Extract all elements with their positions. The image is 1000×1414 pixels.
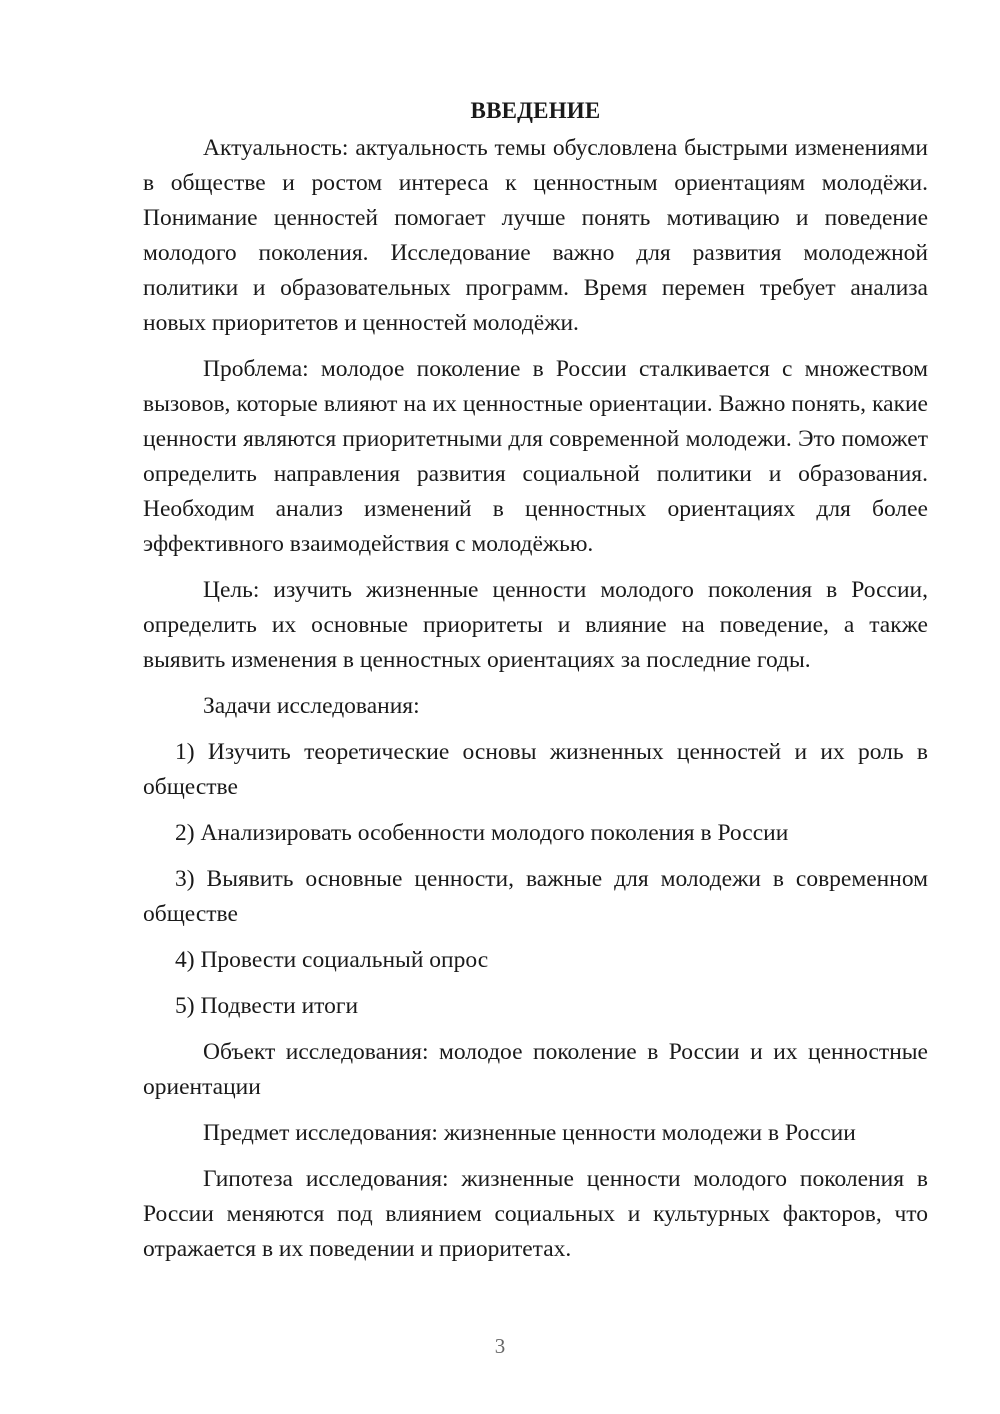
document-page <box>143 96 928 1278</box>
task-item-5: 5) Подвести итоги <box>175 993 359 1019</box>
task-item-3: 3) Выявить основные ценности, важные для молодежи в современном обществе <box>143 866 928 927</box>
section-title: ВВЕДЕНИЕ <box>470 98 601 123</box>
hypothesis-paragraph: Гипотеза исследования: жизненные ценности молодого поколения в России меняются под влиянием социальных и культурных факторов, что отражается в их поведении и приоритетах. <box>143 1166 928 1262</box>
page-number: 3 <box>494 1334 506 1358</box>
relevance-paragraph: Актуальность: актуальность темы обусловлена быстрыми изменениями в обществе и ростом интереса к ценностным ориентациям молодёжи. Понимание ценностей помогает лучше понять мотивацию и поведение молодого поколения. Исследование важно для развития молодежной политики и образовательных программ. Время перемен требует анализа новых приоритетов и ценностей молодёжи. <box>143 135 928 336</box>
research-subject-paragraph: Предмет исследования: жизненные ценности молодежи в России <box>203 1120 856 1146</box>
problem-paragraph: Проблема: молодое поколение в России сталкивается с множеством вызовов, которые влияют на их ценностные ориентации. Важно понять, какие ценности являются приоритетными для современной молодежи. Это поможет определить направления развития социальной политики и образования. Необходим анализ изменений в ценностных ориентациях для более эффективного взаимодействия с молодёжью. <box>143 356 928 557</box>
tasks-heading: Задачи исследования: <box>203 693 420 719</box>
task-item-2: 2) Анализировать особенности молодого поколения в России <box>175 820 789 846</box>
task-item-1: 1) Изучить теоретические основы жизненных ценностей и их роль в обществе <box>143 739 928 800</box>
research-object-paragraph: Объект исследования: молодое поколение в России и их ценностные ориентации <box>143 1039 928 1100</box>
task-item-4: 4) Провести социальный опрос <box>175 947 489 973</box>
goal-paragraph: Цель: изучить жизненные ценности молодого поколения в России, определить их основные приоритеты и влияние на поведение, а также выявить изменения в ценностных ориентациях за последние годы. <box>143 577 928 673</box>
